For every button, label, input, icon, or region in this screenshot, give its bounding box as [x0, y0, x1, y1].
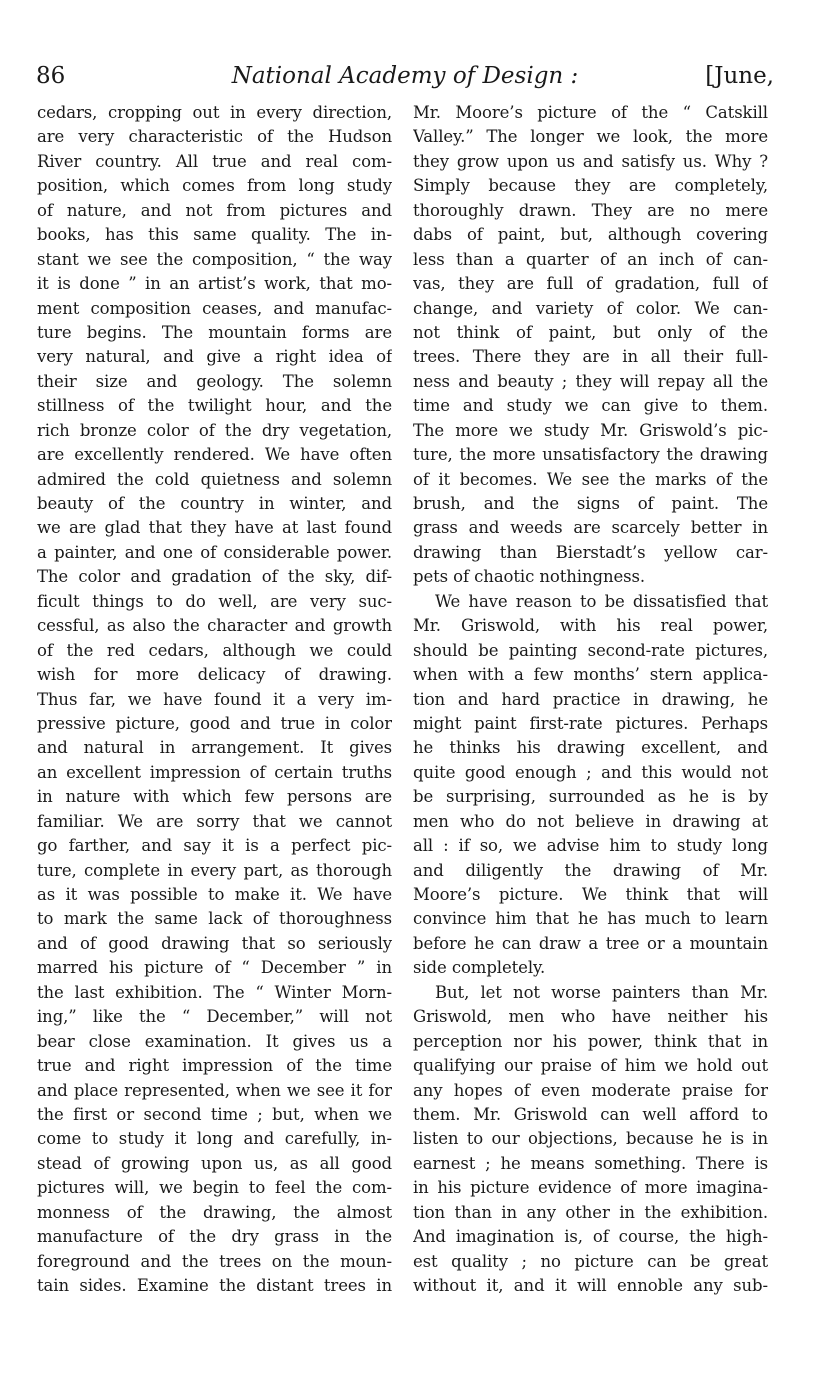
text-line: might paint first-rate pictures. Perhaps — [413, 713, 768, 733]
text-line: them. Mr. Griswold can well afford to — [413, 1104, 768, 1124]
text-line: River country. All true and real com- — [37, 151, 392, 171]
text-line: ment composition ceases, and manufac- — [37, 298, 392, 318]
text-line: est quality ; no picture can be great — [413, 1251, 768, 1271]
text-line: listen to our objections, because he is in — [413, 1129, 768, 1149]
text-line: grass and weeds are scarcely better in — [413, 518, 768, 538]
text-line: pressive picture, good and true in color — [37, 713, 392, 733]
text-line: they grow upon us and satisfy us. Why ? — [413, 151, 768, 171]
text-line: cessful, as also the character and growth — [37, 616, 392, 636]
text-line: men who do not believe in drawing at — [413, 811, 768, 831]
text-line: perception nor his power, think that in — [413, 1031, 768, 1051]
text-line: are excellently rendered. We have often — [37, 445, 392, 465]
text-line: drawing than Bierstadt’s yellow car- — [413, 542, 768, 562]
text-line: brush, and the signs of paint. The — [413, 494, 768, 513]
text-line: And imagination is, of course, the high- — [413, 1227, 768, 1247]
text-line: Moore’s picture. We think that will — [413, 885, 768, 904]
text-line: qualifying our praise of him we hold out — [413, 1056, 768, 1076]
text-line: we are glad that they have at last found — [37, 518, 392, 538]
text-line: ture begins. The mountain forms are — [37, 322, 392, 342]
text-line: The more we study Mr. Griswold’s pic- — [413, 420, 768, 440]
text-line: side completely. — [413, 958, 546, 978]
text-line: marred his picture of “ December ” in — [37, 958, 392, 978]
text-line: and diligently the drawing of Mr. — [413, 860, 768, 880]
text-line: rich bronze color of the dry vegetation, — [37, 420, 392, 440]
text-line: in nature with which few persons are — [37, 787, 392, 807]
text-line: are very characteristic of the Hudson — [37, 127, 392, 147]
text-line: Mr. Griswold, with his real power, — [413, 616, 768, 636]
text-line: position, which comes from long study — [37, 176, 392, 196]
text-line: ficult things to do well, are very suc- — [37, 591, 392, 611]
text-line: in his picture evidence of more imagina- — [413, 1178, 768, 1198]
text-line: Thus far, we have found it a very im- — [37, 689, 392, 709]
text-line: beauty of the country in winter, and — [37, 494, 392, 513]
text-line: We have reason to be dissatisfied that — [435, 591, 768, 611]
text-line: it is done ” in an artist’s work, that mo- — [37, 274, 392, 294]
text-line: ness and beauty ; they will repay all the — [413, 371, 768, 391]
text-line: Valley.” The longer we look, the more — [413, 127, 768, 147]
text-line: when with a few months’ stern applica- — [413, 665, 768, 685]
text-line: thoroughly drawn. They are no mere — [413, 200, 768, 220]
text-line: pets of chaotic nothingness. — [413, 567, 646, 587]
text-line: tain sides. Examine the distant trees in — [37, 1276, 392, 1295]
text-line: all : if so, we advise him to study long — [413, 836, 768, 856]
text-line: dabs of paint, but, although covering — [413, 225, 768, 245]
text-line: cedars, cropping out in every direction, — [37, 103, 392, 122]
text-line: monness of the drawing, the almost — [37, 1202, 392, 1222]
text-line: manufacture of the dry grass in the — [37, 1227, 392, 1247]
text-line: he thinks his drawing excellent, and — [413, 738, 768, 758]
running-title: National Academy of Design : — [231, 63, 579, 89]
text-line: without it, and it will ennoble any sub- — [413, 1276, 768, 1295]
text-line: But, let not worse painters than Mr. — [435, 982, 768, 1002]
text-line: less than a quarter of an inch of can- — [413, 249, 768, 269]
text-line: and place represented, when we see it for — [37, 1080, 392, 1100]
text-line: foreground and the trees on the moun- — [37, 1251, 392, 1271]
text-line: to mark the same lack of thoroughness — [37, 909, 392, 929]
text-line: tion than in any other in the exhibition. — [413, 1202, 768, 1222]
running-month: [June, — [705, 63, 774, 89]
text-line: admired the cold quietness and solemn — [37, 469, 392, 489]
text-line: ing,” like the “ December,” will not — [37, 1007, 392, 1027]
text-line: before he can draw a tree or a mountain — [413, 933, 768, 953]
text-line: and of good drawing that so seriously — [37, 933, 392, 953]
text-line: wish for more delicacy of drawing. — [37, 665, 392, 685]
text-line: the first or second time ; but, when we — [37, 1104, 392, 1124]
running-header — [36, 58, 774, 94]
page-number: 86 — [36, 63, 66, 89]
text-line: a painter, and one of considerable power. — [37, 542, 392, 562]
text-line: pictures will, we begin to feel the com- — [37, 1178, 392, 1198]
text-line: books, has this same quality. The in- — [37, 225, 392, 245]
text-line: Griswold, men who have neither his — [413, 1007, 768, 1027]
text-line: convince him that he has much to learn — [413, 909, 768, 929]
text-line: their size and geology. The solemn — [37, 371, 392, 391]
text-line: ture, complete in every part, as thorough — [37, 860, 392, 880]
text-line: familiar. We are sorry that we cannot — [37, 811, 392, 831]
text-line: the last exhibition. The “ Winter Morn- — [37, 982, 392, 1002]
text-line: very natural, and give a right idea of — [37, 347, 392, 367]
text-line: Mr. Moore’s picture of the “ Catskill — [413, 103, 768, 122]
text-line: vas, they are full of gradation, full of — [413, 274, 768, 294]
text-line: ture, the more unsatisfactory the drawing — [413, 445, 768, 465]
text-line: quite good enough ; and this would not — [413, 762, 768, 782]
text-line: bear close examination. It gives us a — [37, 1031, 392, 1051]
text-line: stillness of the twilight hour, and the — [37, 396, 392, 416]
text-line: and natural in arrangement. It gives — [37, 738, 392, 758]
text-line: not think of paint, but only of the — [413, 322, 768, 342]
text-line: of the red cedars, although we could — [37, 640, 392, 660]
right-text-column — [413, 101, 768, 1298]
text-line: come to study it long and carefully, in- — [37, 1129, 392, 1149]
text-line: be surprising, surrounded as he is by — [413, 787, 768, 807]
text-line: any hopes of even moderate praise for — [413, 1080, 768, 1100]
text-line: stant we see the composition, “ the way — [37, 249, 392, 269]
text-line: The color and gradation of the sky, dif- — [37, 567, 392, 587]
text-line: change, and variety of color. We can- — [413, 298, 768, 318]
text-line: Simply because they are completely, — [413, 176, 768, 196]
text-line: go farther, and say it is a perfect pic- — [37, 836, 392, 856]
text-line: as it was possible to make it. We have — [37, 885, 392, 904]
text-line: an excellent impression of certain truths — [37, 762, 392, 782]
text-line: tion and hard practice in drawing, he — [413, 689, 768, 709]
text-line: trees. There they are in all their full- — [413, 347, 768, 367]
left-text-column — [37, 101, 392, 1298]
text-line: stead of growing upon us, as all good — [37, 1153, 392, 1173]
text-line: of nature, and not from pictures and — [37, 200, 392, 220]
text-line: earnest ; he means something. There is — [413, 1153, 768, 1173]
text-line: true and right impression of the time — [37, 1056, 392, 1076]
text-line: should be painting second-rate pictures, — [413, 640, 768, 660]
text-line: of it becomes. We see the marks of the — [413, 469, 768, 489]
text-line: time and study we can give to them. — [413, 396, 768, 416]
